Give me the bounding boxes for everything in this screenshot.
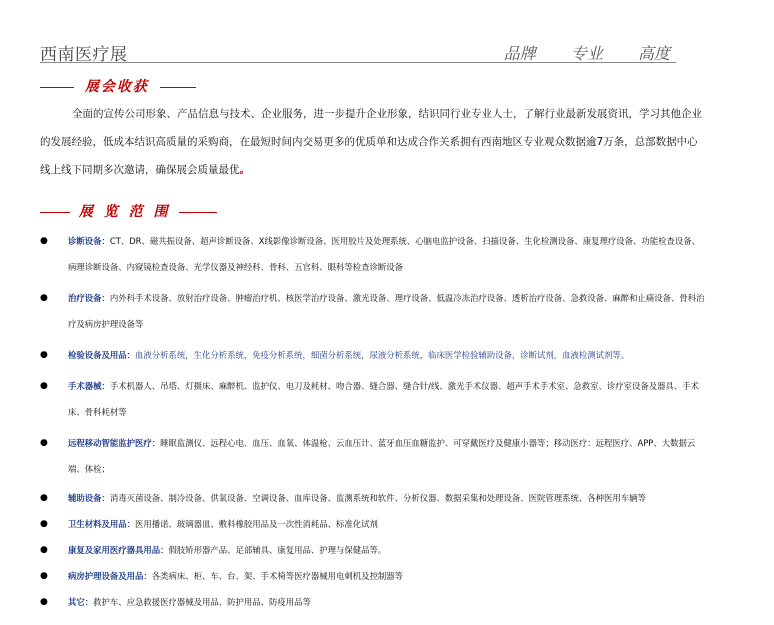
tagline-brand: 品牌 [503, 44, 536, 63]
list-item [40, 430, 705, 482]
item-category: 其它： [68, 597, 94, 607]
item-category: 诊断设备： [68, 236, 110, 246]
list-item [40, 589, 705, 615]
item-text: 手术机器人、吊塔、灯摄床、麻醉机、监护仪、电刀及耗材、吻合器、缝合器、缝合针/线、激光手术仪器、超声手术手术室、急救室、诊疗室设备及器具、手术床、骨科耗材等 [68, 381, 699, 417]
bullet-icon: ● [40, 571, 48, 581]
list-item [40, 285, 705, 337]
item-text: 假肢矫形器产品、足部辅具、康复用品、护理与保健品等。 [168, 545, 387, 555]
list-item [40, 563, 705, 589]
bullet-icon: ● [40, 493, 48, 503]
gains-intro-paragraph [40, 100, 702, 185]
tagline-height: 高度 [637, 44, 670, 63]
item-text: 消毒灭菌设备、制冷设备、供氧设备、空调设备、血库设备、监测系统和软件、分析仪器、数据采集和处理设备、医院管理系统、各种医用车辆等 [109, 493, 646, 503]
item-text: 血液分析系统，生化分析系统，免疫分析系统，细菌分析系统，尿液分析系统，临床医学检验辅助设备，诊断试剂，血液检测试剂等。 [135, 350, 630, 360]
list-item [40, 511, 705, 537]
heading-rule-right [179, 212, 217, 213]
item-text: 睡眠监测仪、远程心电、血压、血氧、体温枪、云血压计、蓝牙血压血糖监护、可穿戴医疗及健康小器等；移动医疗：远程医疗、APP、大数据云端、体检； [68, 438, 696, 474]
list-item [40, 537, 705, 563]
gains-heading-text: 展会收获 [84, 79, 149, 95]
bullet-icon: ● [40, 597, 48, 607]
list-item [40, 228, 705, 280]
list-item [40, 373, 705, 425]
item-category: 检验设备及用品： [68, 350, 135, 360]
item-category: 康复及家用医疗器具用品： [68, 545, 169, 555]
bullet-icon: ● [40, 438, 48, 448]
list-item [40, 342, 705, 368]
item-text: 医用播诺、玻璃器皿、敷料橡胶用品及一次性消耗品、标准化试剂 [135, 519, 378, 529]
header-taglines [474, 41, 670, 64]
item-category: 治疗设备： [68, 293, 110, 303]
scope-heading-text: 展 览 范 围 [78, 204, 171, 220]
page-header [40, 38, 676, 63]
item-text: CT、DR、磁共振设备、超声诊断设备、X线影像诊断设备、医用胶片及处理系统、心脑电监护设备、扫描设备、生化检测设备、康复理疗设备、功能检查设备、病理诊断设备、内窥镜检查设备、光学仪器及神经科、骨科、五官科、眼科等检查诊断设备 [68, 236, 700, 272]
gains-intro-text: 全面的宣传公司形象、产品信息与技术、企业服务，进一步提升企业形象，结识同行业专业人士，了解行业最新发展资讯，学习其他企业的发展经验，低成本结识高质量的采购商，在最短时间内交易更多的优质单和达成合作关系拥有西南地区专业观众数据逾7万条，总部数据中心线上线下同期多次邀请，确保展会质量最优 [40, 108, 702, 176]
gains-heading [40, 76, 196, 96]
item-category: 病房护理设备及用品： [68, 571, 152, 581]
item-text: 救护车、应急救援医疗器械及用品、防护用品、防疫用品等 [93, 597, 311, 607]
heading-rule-left [40, 87, 74, 88]
bullet-icon: ● [40, 293, 48, 303]
item-category: 远程移动智能监护医疗： [68, 438, 161, 448]
intro-end-mark: 。 [239, 165, 250, 176]
exhibit-scope-list [40, 228, 705, 615]
bullet-icon: ● [40, 236, 48, 246]
scope-heading [40, 201, 217, 221]
item-category: 手术器械： [68, 381, 110, 391]
heading-rule-left [40, 212, 70, 213]
bullet-icon: ● [40, 545, 48, 555]
site-title: 西南医疗展 [40, 45, 128, 65]
bullet-icon: ● [40, 519, 48, 529]
item-text: 内外科手术设备、放射治疗设备、肿瘤治疗机、核医学治疗设备、激光设备、理疗设备、低温冷冻治疗设备、透析治疗设备、急救设备、麻醉和止痛设备、骨科治疗及病房护理设备等 [68, 293, 705, 329]
item-category: 辅助设备： [68, 493, 110, 503]
bullet-icon: ● [40, 381, 48, 391]
item-category: 卫生材料及用品： [68, 519, 135, 529]
heading-rule-right [160, 87, 196, 88]
tagline-professional: 专业 [570, 44, 603, 63]
item-text: 各类病床、柜、车、台、架、手术椅等医疗器械用电刺机及控制器等 [151, 571, 403, 581]
list-item [40, 485, 705, 511]
bullet-icon: ● [40, 350, 48, 360]
